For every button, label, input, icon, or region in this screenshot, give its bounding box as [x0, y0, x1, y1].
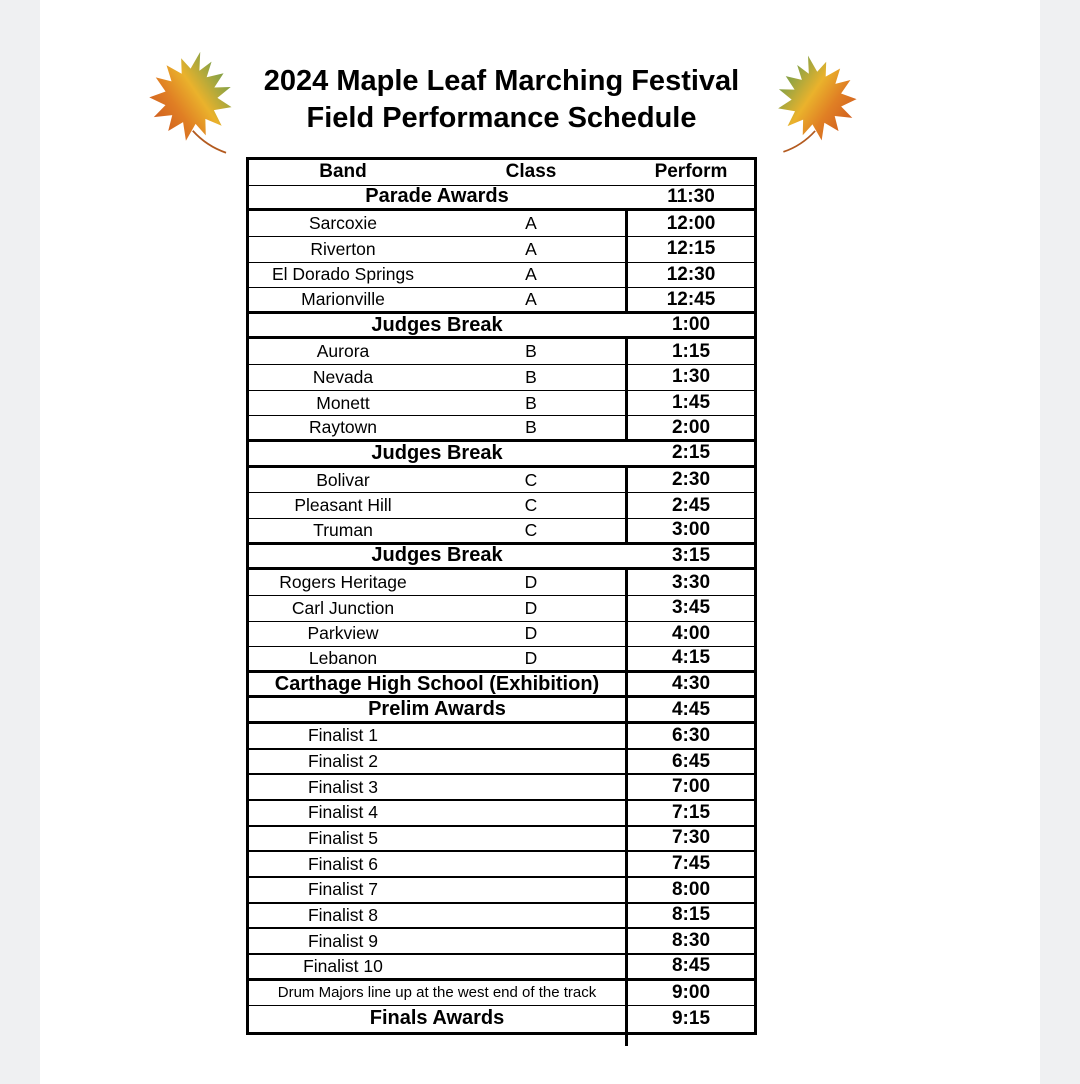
row-left-cell — [249, 596, 625, 621]
time-cell: 8:15 — [671, 904, 711, 926]
column-divider — [625, 750, 628, 774]
column-divider — [625, 314, 628, 337]
column-divider — [625, 237, 628, 262]
event-label-cell: Judges Break — [371, 544, 503, 567]
table-row-event — [249, 314, 754, 340]
table-row-band — [249, 365, 754, 391]
table-row-band — [249, 647, 754, 673]
band-class-cell: C — [524, 469, 538, 490]
column-divider — [625, 955, 628, 978]
table-row-finalist — [249, 775, 754, 801]
time-cell: 3:45 — [671, 597, 711, 619]
table-row-note — [249, 981, 754, 1007]
finalist-cell: Finalist 1 — [307, 725, 379, 746]
row-left-cell — [249, 237, 625, 262]
table-row-band — [249, 211, 754, 237]
column-divider — [625, 596, 628, 621]
band-name-cell: Rogers Heritage — [279, 572, 407, 593]
column-divider — [625, 1006, 628, 1032]
time-cell: 1:45 — [671, 392, 711, 414]
row-left-cell — [249, 955, 625, 978]
column-divider — [625, 391, 628, 416]
column-divider — [625, 545, 628, 568]
row-left-cell — [249, 519, 625, 542]
time-cell: 4:00 — [671, 622, 711, 644]
time-cell: 8:30 — [671, 930, 711, 952]
row-left-cell — [249, 878, 625, 902]
event-label-cell: Judges Break — [371, 441, 503, 464]
time-cell: 3:00 — [671, 519, 711, 541]
time-cell: 6:45 — [671, 750, 711, 772]
row-left-cell — [249, 493, 625, 518]
column-divider — [625, 801, 628, 825]
row-left-cell — [249, 647, 625, 670]
column-divider — [625, 160, 628, 185]
time-cell: 12:45 — [666, 288, 716, 310]
time-cell: 1:30 — [671, 366, 711, 388]
band-name-cell: Bolivar — [316, 469, 370, 490]
column-divider — [625, 647, 628, 670]
column-divider — [625, 981, 628, 1006]
table-row-band — [249, 416, 754, 442]
band-name-cell: Sarcoxie — [308, 213, 378, 234]
band-class-cell: A — [525, 289, 537, 310]
row-left-cell — [249, 545, 625, 568]
time-cell: 7:15 — [671, 801, 711, 823]
column-header-class: Class — [505, 161, 557, 183]
table-row-band — [249, 288, 754, 314]
band-class-cell: A — [525, 264, 537, 285]
column-divider — [625, 827, 628, 851]
band-name-cell: Lebanon — [308, 647, 378, 668]
schedule-table-body — [249, 160, 754, 1032]
column-divider — [625, 416, 628, 439]
table-row-event — [249, 545, 754, 571]
row-left-cell — [249, 570, 625, 595]
time-cell: 12:30 — [666, 263, 716, 285]
table-row-finalist — [249, 852, 754, 878]
table-row-band — [249, 391, 754, 417]
row-left-cell — [249, 1006, 625, 1032]
table-row-finalist — [249, 929, 754, 955]
band-class-cell: B — [525, 341, 537, 362]
table-row-band — [249, 519, 754, 545]
row-left-cell — [249, 416, 625, 439]
event-label-cell: Parade Awards — [365, 185, 509, 208]
column-divider — [625, 904, 628, 928]
band-class-cell: C — [524, 495, 538, 516]
maple-leaf-icon — [758, 52, 868, 155]
time-cell: 7:00 — [671, 776, 711, 798]
table-row-band — [249, 339, 754, 365]
document-title — [246, 63, 757, 137]
time-cell: 8:45 — [671, 955, 711, 977]
time-cell: 7:45 — [671, 853, 711, 875]
table-row-finalist — [249, 878, 754, 904]
table-row-finalist — [249, 724, 754, 750]
band-class-cell: D — [524, 623, 538, 644]
column-divider — [625, 365, 628, 390]
schedule-table — [246, 157, 757, 1035]
row-left-cell — [249, 339, 625, 364]
time-cell: 2:30 — [671, 469, 711, 490]
table-row-finalist — [249, 827, 754, 853]
finalist-cell: Finalist 7 — [307, 879, 379, 900]
band-name-cell: Pleasant Hill — [294, 495, 392, 516]
row-left-cell — [249, 852, 625, 876]
column-divider — [625, 519, 628, 542]
band-name-cell: Raytown — [308, 417, 378, 438]
column-divider — [625, 468, 628, 493]
note-cell: Drum Majors line up at the west end of the track — [277, 984, 597, 1002]
band-class-cell: B — [525, 417, 537, 438]
table-row-band — [249, 468, 754, 494]
band-name-cell: El Dorado Springs — [271, 264, 415, 285]
column-header-perform: Perform — [654, 161, 728, 183]
column-divider — [625, 493, 628, 518]
column-divider — [625, 929, 628, 953]
band-name-cell: Aurora — [316, 341, 370, 362]
row-left-cell — [249, 673, 625, 696]
table-row-band — [249, 263, 754, 289]
table-row-event — [249, 673, 754, 699]
row-left-cell — [249, 211, 625, 236]
row-left-cell — [249, 468, 625, 493]
time-cell: 9:15 — [671, 1007, 711, 1029]
time-cell: 9:00 — [671, 981, 711, 1003]
row-left-cell — [249, 698, 625, 721]
column-divider — [625, 263, 628, 288]
column-divider — [625, 622, 628, 647]
row-left-cell — [249, 365, 625, 390]
band-name-cell: Truman — [313, 519, 373, 540]
row-left-cell — [249, 622, 625, 647]
column-divider — [625, 878, 628, 902]
time-cell: 12:15 — [666, 238, 716, 260]
time-cell: 2:45 — [671, 494, 711, 516]
column-divider — [625, 673, 628, 696]
table-row-event — [249, 442, 754, 468]
time-cell: 1:00 — [671, 314, 711, 336]
row-left-cell — [249, 442, 625, 465]
band-class-cell: B — [525, 392, 537, 413]
time-cell: 3:15 — [671, 544, 711, 566]
table-row-finalist — [249, 955, 754, 981]
time-cell: 7:30 — [671, 827, 711, 849]
table-row-band — [249, 622, 754, 648]
finalist-cell: Finalist 5 — [307, 827, 379, 848]
event-label-cell: Prelim Awards — [368, 698, 506, 721]
table-row-finalist — [249, 750, 754, 776]
band-name-cell: Monett — [316, 392, 370, 413]
finalist-cell: Finalist 4 — [307, 802, 379, 823]
row-left-cell — [249, 288, 625, 311]
band-class-cell: D — [524, 647, 538, 668]
row-left-cell — [249, 904, 625, 928]
document-title-line2: Field Performance Schedule — [306, 102, 697, 134]
column-divider — [625, 186, 628, 209]
band-class-cell: A — [525, 213, 537, 234]
finalist-cell: Finalist 3 — [307, 776, 379, 797]
column-divider — [625, 339, 628, 364]
row-left-cell — [249, 981, 625, 1006]
time-cell: 12:00 — [666, 212, 716, 234]
finalist-cell: Finalist 10 — [303, 955, 383, 976]
column-divider — [625, 698, 628, 721]
table-row-header — [249, 160, 754, 186]
band-class-cell: C — [524, 519, 538, 540]
table-row-finalist — [249, 904, 754, 930]
row-left-cell — [249, 263, 625, 288]
time-cell: 4:45 — [671, 698, 711, 720]
row-left-cell — [249, 750, 625, 774]
time-cell: 4:15 — [671, 647, 711, 669]
row-left-cell — [249, 314, 625, 337]
finalist-cell: Finalist 2 — [307, 751, 379, 772]
finalist-cell: Finalist 9 — [307, 930, 379, 951]
row-left-cell — [249, 801, 625, 825]
band-name-cell: Parkview — [307, 623, 379, 644]
table-row-event — [249, 186, 754, 212]
table-divider-stub — [625, 1033, 628, 1046]
table-row-band — [249, 570, 754, 596]
band-class-cell: B — [525, 366, 537, 387]
time-cell: 4:30 — [671, 673, 711, 695]
column-divider — [625, 724, 628, 748]
time-cell: 6:30 — [671, 724, 711, 746]
column-divider — [625, 442, 628, 465]
row-left-cell — [249, 160, 625, 185]
event-label-cell: Judges Break — [371, 313, 503, 336]
finalist-cell: Finalist 8 — [307, 904, 379, 925]
table-row-event — [249, 698, 754, 724]
time-cell: 8:00 — [671, 878, 711, 900]
row-left-cell — [249, 929, 625, 953]
event-label-cell: Carthage High School (Exhibition) — [274, 672, 600, 695]
band-name-cell: Marionville — [301, 289, 385, 310]
document-title-line1: 2024 Maple Leaf Marching Festival — [263, 65, 740, 97]
row-left-cell — [249, 391, 625, 416]
band-name-cell: Riverton — [310, 238, 376, 259]
table-row-band — [249, 493, 754, 519]
time-cell: 11:30 — [667, 185, 715, 207]
column-divider — [625, 570, 628, 595]
column-divider — [625, 211, 628, 236]
band-name-cell: Nevada — [312, 366, 374, 387]
time-cell: 3:30 — [671, 571, 711, 593]
table-row-finalist — [249, 801, 754, 827]
column-divider — [625, 852, 628, 876]
band-class-cell: D — [524, 572, 538, 593]
table-row-band — [249, 237, 754, 263]
finalist-cell: Finalist 6 — [307, 853, 379, 874]
column-header-band: Band — [319, 161, 367, 183]
row-left-cell — [249, 775, 625, 799]
time-cell: 2:15 — [671, 442, 711, 464]
band-class-cell: A — [525, 238, 537, 259]
row-left-cell — [249, 827, 625, 851]
time-cell: 1:15 — [671, 340, 711, 362]
row-left-cell — [249, 724, 625, 748]
column-divider — [625, 775, 628, 799]
table-row-band — [249, 596, 754, 622]
maple-leaf-icon — [138, 48, 252, 156]
row-left-cell — [249, 186, 625, 209]
table-row-event — [249, 1006, 754, 1032]
column-divider — [625, 288, 628, 311]
band-class-cell: D — [524, 597, 538, 618]
time-cell: 2:00 — [671, 416, 711, 438]
band-name-cell: Carl Junction — [291, 597, 395, 618]
event-label-cell: Finals Awards — [369, 1007, 505, 1030]
